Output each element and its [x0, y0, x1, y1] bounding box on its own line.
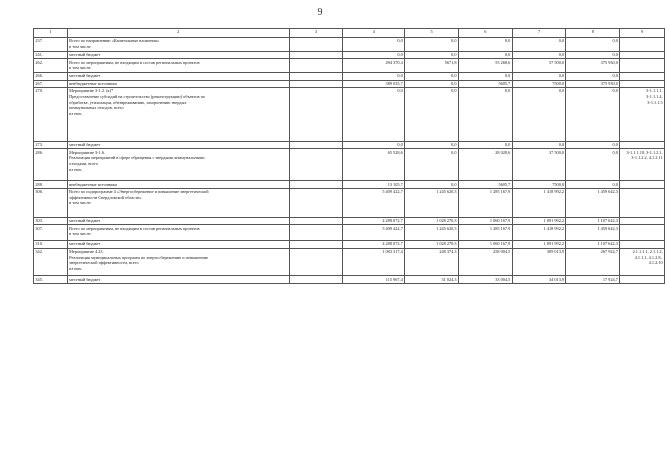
cell-col-3: [289, 37, 343, 51]
cell-total: 0,0: [343, 72, 405, 80]
row-number: 306.: [34, 188, 68, 217]
cell-year-3: 34 013,9: [512, 276, 566, 284]
description-line: отходами, всего: [69, 161, 99, 167]
row-number: 273.: [34, 141, 68, 149]
description-line: Предоставление субсидий на строительство (реконструкцию) объектов по: [69, 94, 206, 100]
program-table: [33, 28, 665, 284]
cell-total: 0,0: [343, 88, 405, 142]
description-line: Мероприятие 4.23.: [69, 248, 104, 254]
cell-year-2: 1 060 167,9: [458, 217, 512, 225]
row-number: 237.: [34, 37, 68, 51]
cell-col-3: [289, 217, 343, 225]
target-line: 4.1.1.1, 4.1.2.8–: [634, 254, 663, 260]
row-description: [67, 141, 289, 149]
table-row: [34, 72, 665, 80]
cell-col-3: [289, 276, 343, 284]
cell-year-3: 1 091 992,2: [512, 240, 566, 248]
cell-targets: [620, 88, 665, 142]
cell-year-4: 17 924,7: [566, 276, 620, 284]
cell-year-1: 31 024,3: [405, 276, 459, 284]
cell-total: 494 370,4: [343, 59, 405, 73]
cell-col-3: [289, 80, 343, 88]
cell-total: 4 288 072,7: [343, 217, 405, 225]
cell-year-1: 0,0: [405, 80, 459, 88]
description-line: из них:: [69, 110, 83, 116]
cell-col-3: [289, 181, 343, 189]
cell-total: 5 409 422,7: [343, 188, 405, 217]
row-description: [67, 276, 289, 284]
cell-year-1: 0,0: [405, 141, 459, 149]
cell-year-2: 1 060 167,9: [458, 240, 512, 248]
cell-total: 4 288 072,7: [343, 240, 405, 248]
table-row: [34, 80, 665, 88]
description-line: местный бюджет: [69, 73, 101, 79]
cell-year-3: 57 500,0: [512, 59, 566, 73]
cell-year-4: 0,0: [566, 37, 620, 51]
cell-year-2: 0,0: [458, 141, 512, 149]
cell-col-3: [289, 51, 343, 59]
cell-year-1: 1 028 270,3: [405, 240, 459, 248]
table-row: [34, 225, 665, 241]
description-line: обработке, утилизации, обезвреживанию, захоронению твердых: [69, 99, 187, 105]
target-line: 4.1.2.10: [648, 260, 663, 266]
row-description: [67, 181, 289, 189]
row-number: 345.: [34, 276, 68, 284]
cell-year-3: 0,0: [512, 37, 566, 51]
description-line: Всего по мероприятиям, не входящим в состав региональных проектов: [69, 59, 200, 65]
cell-year-4: 375 930,0: [566, 59, 620, 73]
cell-year-4: 375 930,0: [566, 80, 620, 88]
row-number: 262.: [34, 59, 68, 73]
cell-total: 0,0: [343, 141, 405, 149]
row-description: [67, 37, 289, 51]
cell-year-3: 0,0: [512, 141, 566, 149]
row-description: [67, 240, 289, 248]
cell-year-4: 267 924,7: [566, 248, 620, 276]
row-description: [67, 188, 289, 217]
cell-targets: [620, 188, 665, 217]
row-number: 342.: [34, 248, 68, 276]
table-row: [34, 276, 665, 284]
cell-year-3: 1 091 992,2: [512, 217, 566, 225]
cell-year-1: 0,0: [405, 37, 459, 51]
cell-year-3: 7500,0: [512, 80, 566, 88]
table-row: [34, 217, 665, 225]
table-row: [34, 149, 665, 181]
cell-year-1: 248 374,3: [405, 248, 459, 276]
row-number: 310.: [34, 240, 68, 248]
cell-col-3: [289, 88, 343, 142]
row-number: 241.: [34, 51, 68, 59]
target-line: 3-1.1.1.18, 3-1.1.2.1,: [626, 149, 663, 155]
cell-targets: [620, 225, 665, 241]
header-col-6: 6: [458, 29, 512, 38]
cell-targets: [620, 141, 665, 149]
description-line: Реализация муниципальных программ по энергосбережению и повышению: [69, 254, 209, 260]
target-line: 3-1.1.1.5: [647, 99, 663, 105]
cell-year-2: 0,0: [458, 72, 512, 80]
description-line: местный бюджет: [69, 217, 101, 223]
table-row: [34, 181, 665, 189]
cell-year-1: 1 028 270,3: [405, 217, 459, 225]
cell-targets: [620, 276, 665, 284]
row-description: [67, 149, 289, 181]
cell-col-3: [289, 225, 343, 241]
cell-targets: [620, 59, 665, 73]
description-line: местный бюджет: [69, 142, 101, 148]
cell-year-2: 258 004,5: [458, 248, 512, 276]
table-row: [34, 88, 665, 142]
description-line: коммунальных отходов, всего: [69, 105, 124, 111]
description-line: внебюджетные источники: [69, 80, 117, 86]
cell-year-2: 55 268,6: [458, 59, 512, 73]
description-line: из них:: [69, 166, 83, 172]
cell-year-3: 1 418 992,2: [512, 225, 566, 241]
cell-year-4: 0,0: [566, 141, 620, 149]
cell-year-4: 1 459 642,3: [566, 188, 620, 217]
cell-year-2: 5605,7: [458, 80, 512, 88]
description-line: в том числе:: [69, 200, 92, 206]
description-line: местный бюджет: [69, 276, 101, 282]
description-line: Всего по направлению «Капитальные вложения»: [69, 38, 159, 44]
table-row: [34, 59, 665, 73]
cell-col-3: [289, 59, 343, 73]
cell-col-3: [289, 240, 343, 248]
description-line: из них:: [69, 265, 83, 271]
description-line: в том числе:: [69, 231, 92, 237]
row-number: 266.: [34, 72, 68, 80]
cell-col-3: [289, 248, 343, 276]
table-row: [34, 240, 665, 248]
cell-year-1: 1 245 620,3: [405, 188, 459, 217]
table-row: [34, 248, 665, 276]
cell-year-2: 28 028,6: [458, 149, 512, 181]
cell-year-1: 1 245 620,3: [405, 225, 459, 241]
cell-year-1: 0,0: [405, 88, 459, 142]
cell-year-2: 5605,7: [458, 181, 512, 189]
description-line: внебюджетные источники: [69, 181, 117, 187]
cell-year-3: 0,0: [512, 72, 566, 80]
row-number: 307.: [34, 225, 68, 241]
cell-year-2: 1 285 167,9: [458, 188, 512, 217]
header-col-9: 9: [620, 29, 665, 38]
row-description: [67, 80, 289, 88]
header-col-3: 3: [289, 29, 343, 38]
description-line: местный бюджет: [69, 241, 101, 247]
cell-year-3: 0,0: [512, 88, 566, 142]
header-col-2: 2: [67, 29, 289, 38]
cell-year-4: 1 107 642,3: [566, 240, 620, 248]
cell-year-4: 0,0: [566, 51, 620, 59]
cell-year-2: 1 285 167,9: [458, 225, 512, 241]
cell-year-1: 0,0: [405, 181, 459, 189]
cell-year-4: 1 459 642,3: [566, 225, 620, 241]
header-col-1: 1: [34, 29, 68, 38]
cell-year-4: 0,0: [566, 149, 620, 181]
cell-targets: [620, 80, 665, 88]
table-row: [34, 141, 665, 149]
cell-targets: [620, 51, 665, 59]
cell-year-4: 0,0: [566, 181, 620, 189]
cell-year-2: 0,0: [458, 51, 512, 59]
cell-col-3: [289, 149, 343, 181]
row-number: 288.: [34, 181, 68, 189]
cell-targets: [620, 217, 665, 225]
row-description: [67, 217, 289, 225]
cell-year-1: 5671,8: [405, 59, 459, 73]
row-description: [67, 225, 289, 241]
cell-year-1: 0,0: [405, 149, 459, 181]
cell-year-2: 33 004,5: [458, 276, 512, 284]
cell-year-4: 1 107 642,3: [566, 217, 620, 225]
description-line: Всего по мероприятиям, не входящим в состав региональных проектов: [69, 225, 200, 231]
row-description: [67, 51, 289, 59]
page-number: 9: [317, 7, 323, 18]
cell-year-3: 37 500,0: [512, 149, 566, 181]
cell-year-2: 0,0: [458, 37, 512, 51]
cell-total: 389 035,7: [343, 80, 405, 88]
table-row: [34, 51, 665, 59]
row-number: 303.: [34, 217, 68, 225]
row-number: 270.: [34, 88, 68, 142]
description-line: энергетической эффективности, всего: [69, 260, 139, 266]
target-line: 3-1.1.2.2, 4.1.2.11: [631, 155, 663, 161]
row-description: [67, 88, 289, 142]
cell-total: 65 528,6: [343, 149, 405, 181]
description-line: местный бюджет: [69, 51, 101, 57]
cell-col-3: [289, 72, 343, 80]
cell-col-3: [289, 141, 343, 149]
cell-targets: [620, 72, 665, 80]
target-line: 3-1.1.1.4,: [646, 94, 663, 100]
row-description: [67, 72, 289, 80]
header-row: [34, 29, 665, 38]
cell-year-4: 0,0: [566, 88, 620, 142]
header-col-7: 7: [512, 29, 566, 38]
header-col-5: 5: [405, 29, 459, 38]
description-line: эффективности Свердловской области»: [69, 194, 142, 200]
header-col-4: 4: [343, 29, 405, 38]
cell-year-4: 0,0: [566, 72, 620, 80]
description-line: Мероприятие 3-1.6.: [69, 149, 106, 155]
cell-year-3: 0,0: [512, 51, 566, 59]
target-line: 3-1.1.1.1,: [646, 88, 663, 94]
cell-total: 115 967,4: [343, 276, 405, 284]
description-line: Реализация мероприятий в сфере обращения с твердыми коммунальными: [69, 155, 205, 161]
header-col-8: 8: [566, 29, 620, 38]
row-number: 286.: [34, 149, 68, 181]
description-line: в том числе:: [69, 43, 92, 49]
cell-total: 1 083 317,4: [343, 248, 405, 276]
cell-total: 5 409 422,7: [343, 225, 405, 241]
cell-targets: [620, 181, 665, 189]
description-line: Мероприятие 3-1.2. (к)*: [69, 88, 114, 94]
cell-total: 0,0: [343, 51, 405, 59]
cell-total: 13 105,7: [343, 181, 405, 189]
table-row: [34, 188, 665, 217]
cell-targets: [620, 240, 665, 248]
cell-year-3: 1 418 992,2: [512, 188, 566, 217]
table-row: [34, 37, 665, 51]
row-description: [67, 59, 289, 73]
cell-targets: [620, 248, 665, 276]
cell-col-3: [289, 188, 343, 217]
cell-targets: [620, 37, 665, 51]
cell-year-1: 0,0: [405, 72, 459, 80]
cell-year-3: 309 013,9: [512, 248, 566, 276]
cell-targets: [620, 149, 665, 181]
cell-total: 0,0: [343, 37, 405, 51]
row-description: [67, 248, 289, 276]
cell-year-2: 0,0: [458, 88, 512, 142]
description-line: в том числе:: [69, 65, 92, 71]
cell-year-3: 7500,0: [512, 181, 566, 189]
cell-year-1: 0,0: [405, 51, 459, 59]
description-line: Всего по подпрограмме 4 «Энергосбережение и повышение энергетической: [69, 189, 209, 195]
target-line: 2.1.1.1.1, 2.1.1.2,: [632, 248, 663, 254]
row-number: 267.: [34, 80, 68, 88]
